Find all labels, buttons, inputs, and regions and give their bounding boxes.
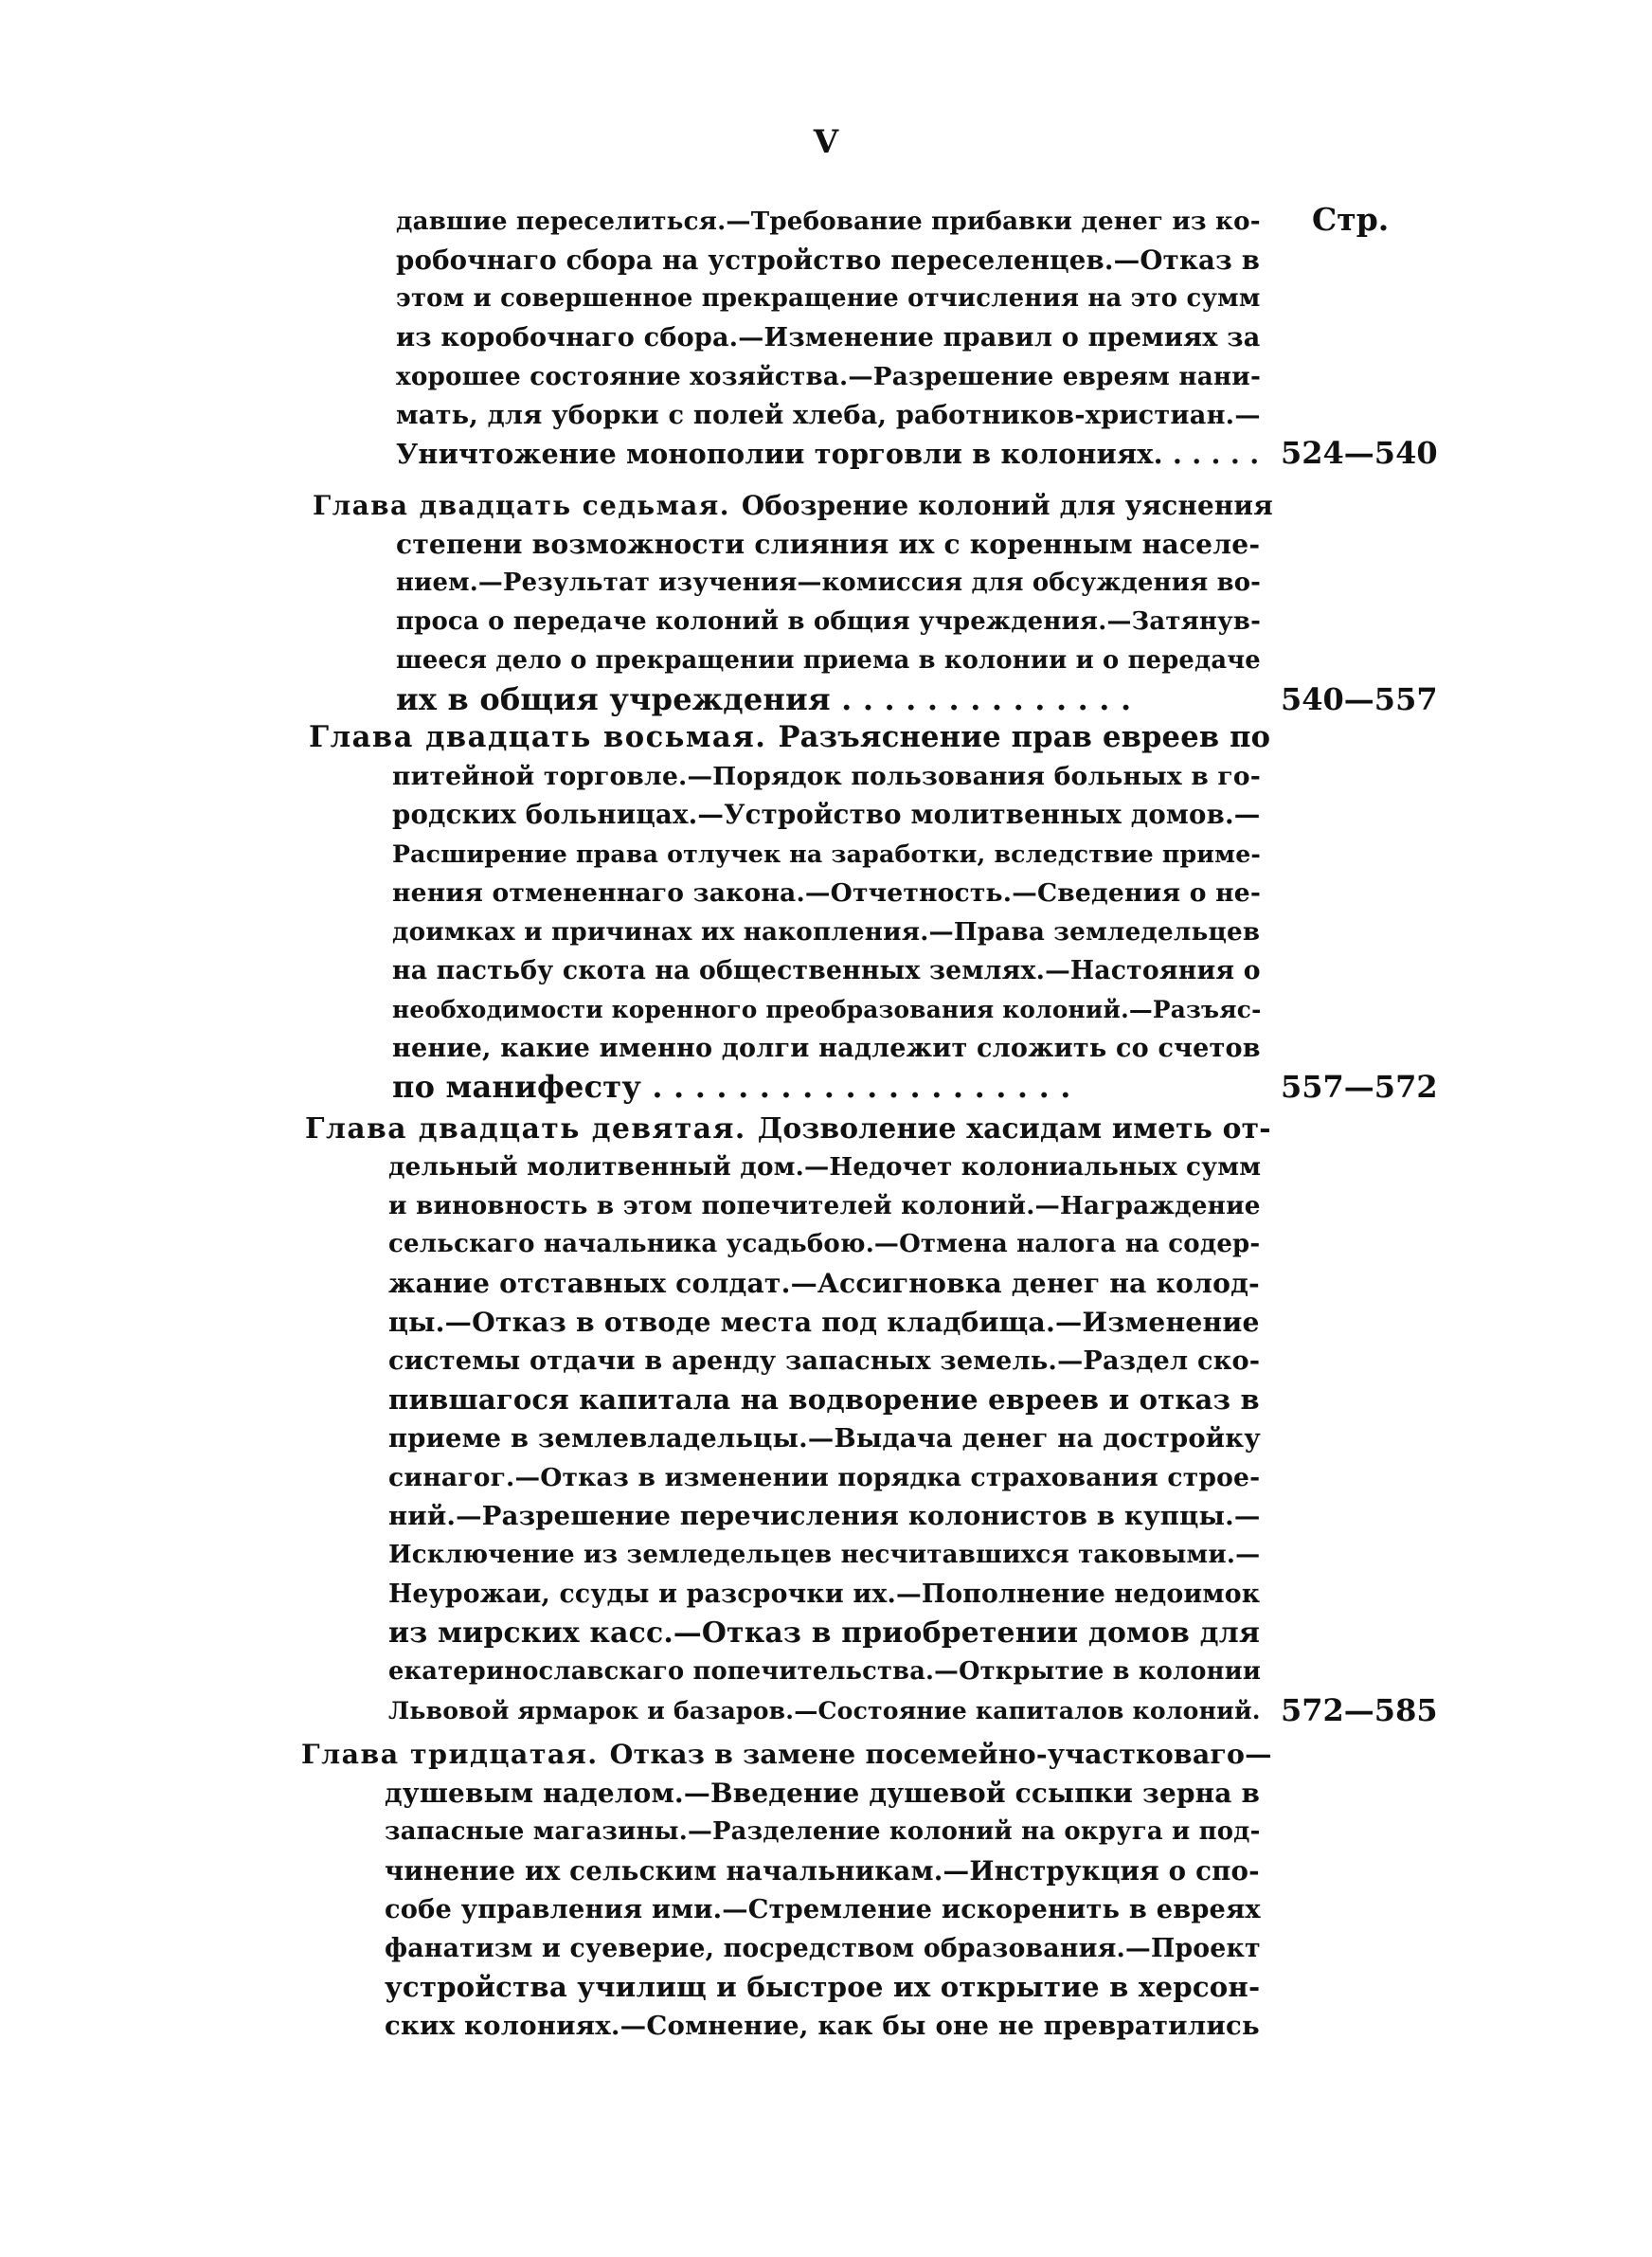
toc-line: хорошее состояние хозяйства.—Разрешение евреям нани- bbox=[396, 362, 1262, 391]
toc-line: Расширение права отлучек на заработки, вследствие приме- bbox=[392, 840, 1262, 868]
chapter-title: Глава двадцать седьмая. bbox=[313, 490, 730, 521]
toc-line: ний.—Разрешение перечисления колонистов в купцы.— bbox=[388, 1501, 1261, 1531]
toc-line: пившагося капитала на водворение евреев и отказ в bbox=[388, 1383, 1260, 1416]
toc-line: сельскаго начальника усадьбою.—Отмена налога на содер- bbox=[388, 1230, 1261, 1258]
toc-line: необходимости коренного преобразования колоний.—Разъяс- bbox=[392, 996, 1262, 1023]
toc-line: из мирских касс.—Отказ в приобретении домов для bbox=[388, 1616, 1261, 1650]
pages-column-label: Стр. bbox=[1312, 201, 1390, 238]
toc-entry-body bbox=[392, 757, 1277, 1107]
toc-line: собе управления ими.—Стремление искоренить в евреях bbox=[385, 1894, 1261, 1924]
chapter-title: Глава тридцатая. bbox=[301, 1738, 599, 1770]
toc-line: и виновность в этом попечителей колоний.—Награждение bbox=[388, 1191, 1261, 1220]
toc-entry-body bbox=[396, 525, 1277, 719]
toc-line: на пастьбу скота на общественных землях.—Настояния о bbox=[392, 956, 1261, 985]
toc-line: запасные магазины.—Разделение колоний на округа и под- bbox=[385, 1817, 1261, 1846]
toc-line: устройства училищ и быстрое их открытие в херсон- bbox=[385, 1971, 1261, 2003]
toc-line: Глава двадцать восьмая. Разъяснение прав евреев по bbox=[309, 718, 1277, 757]
toc-line: нение, какие именно долги надлежит сложить со счетов bbox=[392, 1034, 1261, 1063]
toc-line: екатеринославскаго попечительства.—Открытие в колонии bbox=[388, 1657, 1262, 1686]
toc-line: системы отдачи в аренду запасных земель.—Раздел ско- bbox=[388, 1346, 1261, 1376]
toc-line: их в общия учреждения . . . . . . . . . . . . . . bbox=[396, 681, 1132, 717]
toc-line: нием.—Результат изучения—комиссия для обсуждения во- bbox=[396, 569, 1262, 597]
toc-line: мать, для уборки с полей хлеба, работников-христиан.— bbox=[396, 400, 1261, 430]
toc-line: Глава тридцатая. Отказ в замене посемейно-участковаго— bbox=[301, 1735, 1277, 1774]
toc-line: проса о передаче колоний в общия учреждения.—Затянув- bbox=[396, 607, 1262, 636]
toc-line: робочнаго сбора на устройство переселенцев.—Отказ в bbox=[396, 244, 1261, 276]
toc-line: Исключение из земледельцев несчитавшихся таковыми.— bbox=[388, 1541, 1261, 1569]
toc-line: родских больницах.—Устройство молитвенных домов.— bbox=[392, 800, 1261, 830]
toc-line: по манифесту . . . . . . . . . . . . . . . . . . . . bbox=[392, 1069, 1071, 1105]
toc-entry bbox=[309, 718, 1277, 757]
toc-line: цы.—Отказ в отводе места под кладбища.—Изменение bbox=[388, 1306, 1260, 1338]
page-range: 540—557 bbox=[1281, 681, 1438, 717]
toc-line: ских колониях.—Сомнение, как бы оне не превратились bbox=[385, 2011, 1260, 2041]
toc-entry bbox=[396, 202, 1277, 474]
toc-line: приеме в землевладельцы.—Выдача денег на достройку bbox=[388, 1423, 1261, 1454]
toc-entry bbox=[305, 1109, 1277, 1147]
toc-line: дельный молитвенный дом.—Недочет колониальных сумм bbox=[388, 1152, 1262, 1182]
toc-line: шееся дело о прекращении приема в колонии и о передаче bbox=[396, 646, 1261, 675]
toc-line: этом и совершенное прекращение отчисления на это сумм bbox=[396, 284, 1261, 313]
toc-entry-body bbox=[385, 1774, 1277, 2046]
toc-line: Неурожаи, ссуды и разсрочки их.—Пополнение недоимок bbox=[388, 1580, 1261, 1609]
page-range: 524—540 bbox=[1281, 435, 1438, 471]
toc-line: душевым наделом.—Введение душевой ссыпки зерна в bbox=[385, 1778, 1261, 1809]
toc-line: чинение их сельским начальникам.—Инструкция о спо- bbox=[385, 1855, 1260, 1887]
toc-line: давшие переселиться.—Требование прибавки денег из ко- bbox=[396, 207, 1261, 236]
toc-line: Уничтожение монополии торговли в колониях. . . . . . bbox=[396, 438, 1260, 470]
toc-line: из коробочнаго сбора.—Изменение правил о премиях за bbox=[396, 323, 1261, 352]
chapter-title: Глава двадцать восьмая. bbox=[309, 720, 767, 754]
toc-entry-body bbox=[388, 1147, 1277, 1730]
toc-line: питейной торговле.—Порядок пользования больных в го- bbox=[392, 762, 1261, 791]
toc-line: синагог.—Отказ в изменении порядка страхования строе- bbox=[388, 1463, 1261, 1492]
toc-line: Глава двадцать седьмая. Обозрение колоний для уяснения bbox=[313, 486, 1277, 525]
toc-line: жание отставных солдат.—Ассигновка денег на колод- bbox=[388, 1268, 1260, 1299]
page-folio: V bbox=[813, 123, 839, 161]
chapter-title: Глава двадцать девятая. bbox=[305, 1111, 746, 1145]
toc-entry bbox=[313, 486, 1277, 525]
toc-line: Львовой ярмарок и базаров.—Состояние капиталов колоний. bbox=[388, 1696, 1261, 1724]
page-range: 557—572 bbox=[1281, 1069, 1438, 1105]
toc-line: нения отмененнаго закона.—Отчетность.—Сведения о не- bbox=[392, 878, 1262, 908]
toc-line: Глава двадцать девятая. Дозволение хасидам иметь от- bbox=[305, 1109, 1277, 1147]
toc-line: фанатизм и суеверие, посредством образования.—Проект bbox=[385, 1934, 1261, 1963]
toc-entry bbox=[301, 1735, 1277, 1774]
page-range: 572—585 bbox=[1281, 1692, 1438, 1728]
toc-line: доимках и причинах их накопления.—Права земледельцев bbox=[392, 917, 1261, 947]
toc-line: степени возможности слияния их с коренным населе- bbox=[396, 529, 1261, 560]
